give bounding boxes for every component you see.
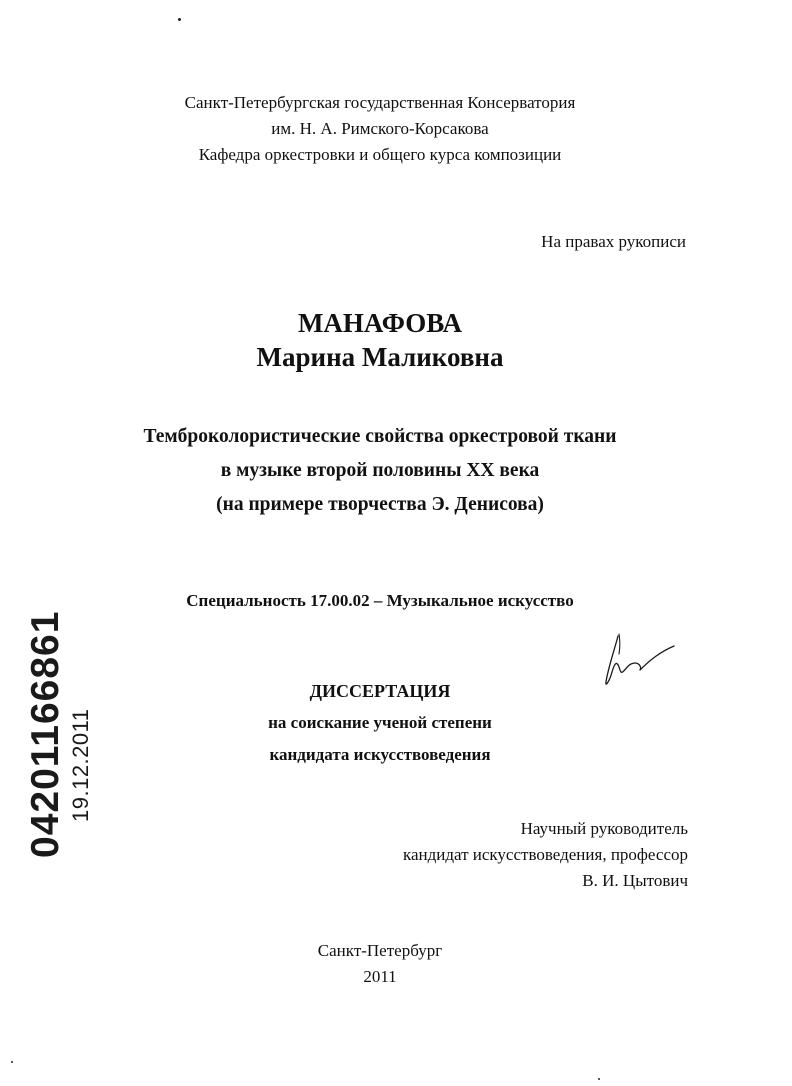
specialty-line: Специальность 17.00.02 – Музыкальное искусство (186, 591, 574, 610)
author-surname: МАНАФОВА (297, 308, 463, 338)
degree-purpose: на соискание ученой степени (268, 713, 492, 732)
degree-name: кандидата искусствоведения (269, 745, 491, 764)
year: 2011 (363, 967, 397, 986)
author-given-names: Марина Маликовна (256, 342, 504, 372)
scan-speck (11, 1061, 13, 1063)
institution-header (0, 90, 760, 168)
supervisor-degree: кандидат искусствоведения, профессор (402, 845, 688, 864)
library-stamp-date: 19.12.2011 (68, 708, 93, 822)
supervisor-name: В. И. Цытович (582, 871, 688, 890)
dissertation-block (0, 675, 760, 771)
institution-name: Санкт-Петербургская государственная Консерватория (184, 93, 576, 112)
dissertation-title (0, 420, 760, 522)
title-line: (на примере творчества Э. Денисова) (216, 494, 544, 515)
city: Санкт-Петербург (317, 941, 443, 960)
title-line: в музыке второй половины XX века (220, 460, 540, 481)
institution-honorific: им. Н. А. Римского-Корсакова (271, 119, 489, 138)
library-stamp-number: 04201166861 (24, 610, 67, 858)
manuscript-rights-note: На правах рукописи (541, 232, 686, 251)
author-block (0, 306, 760, 374)
supervisor-block (403, 816, 688, 894)
scan-speck (178, 18, 181, 21)
dissertation-heading: ДИССЕРТАЦИЯ (309, 681, 451, 701)
scan-speck (598, 1078, 600, 1080)
supervisor-label: Научный руководитель (520, 819, 688, 838)
title-line: Темброколористические свойства оркестровой ткани (143, 426, 617, 447)
department-name: Кафедра оркестровки и общего курса композиции (198, 145, 562, 164)
place-and-year (0, 938, 760, 990)
